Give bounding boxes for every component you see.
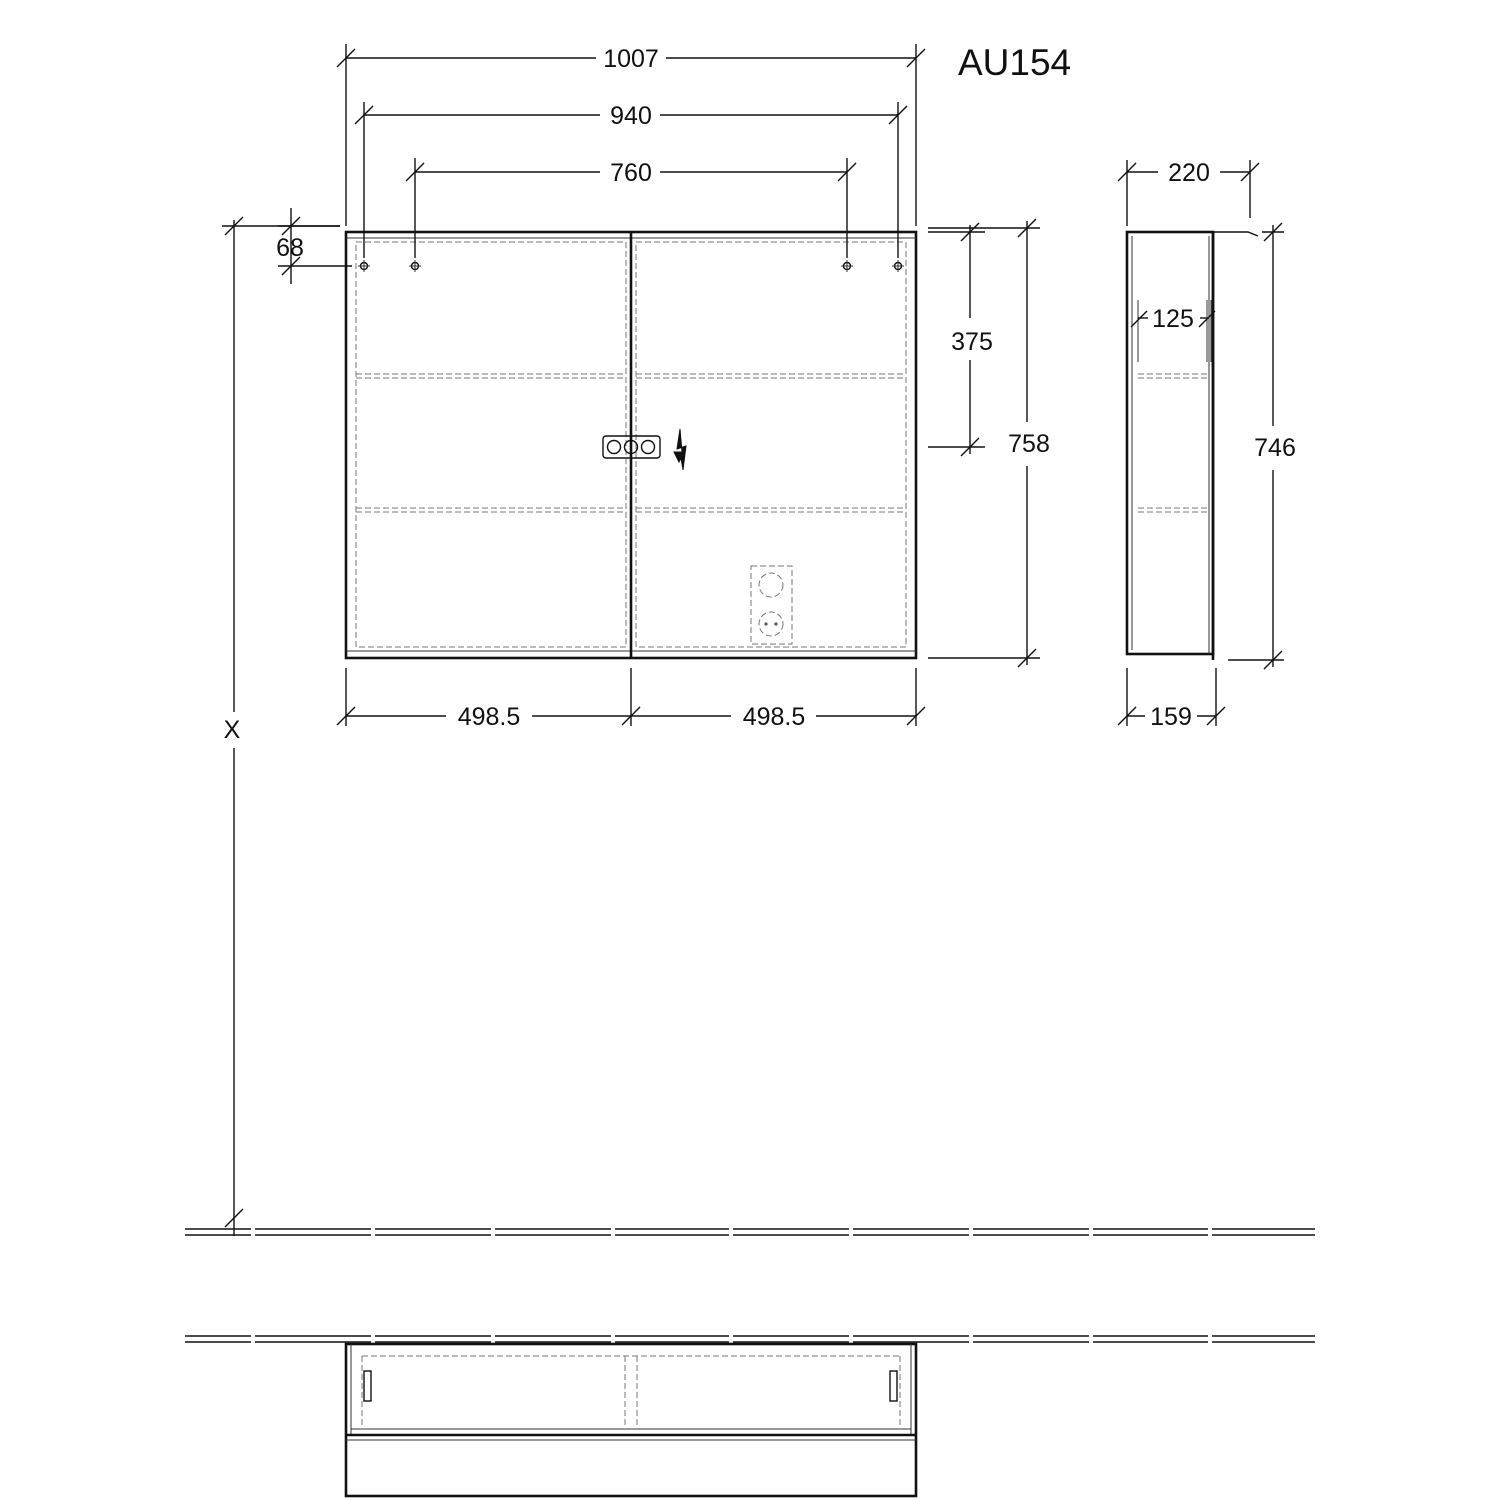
power-outlet-icon bbox=[751, 566, 792, 644]
overall-width-label: 1007 bbox=[603, 45, 659, 73]
hole-spacing-label: 760 bbox=[610, 159, 652, 187]
floor-line bbox=[185, 1229, 1315, 1235]
body-depth-label: 159 bbox=[1150, 703, 1192, 731]
dim-front-height bbox=[928, 219, 1050, 667]
side-depth-label: 220 bbox=[1168, 159, 1210, 187]
shelf-depth-label: 125 bbox=[1152, 305, 1194, 333]
door-right-label: 498.5 bbox=[742, 703, 806, 731]
plan-view bbox=[346, 1344, 916, 1496]
side-height-label: 746 bbox=[1254, 434, 1296, 462]
dim-side-height bbox=[1228, 223, 1296, 669]
inner-width-label: 940 bbox=[610, 102, 652, 130]
dim-side-depth bbox=[1118, 159, 1259, 226]
door-left-label: 498.5 bbox=[457, 703, 521, 731]
socket-height-label: 375 bbox=[951, 328, 993, 356]
front-height-label: 758 bbox=[1008, 430, 1050, 458]
top-offset-label: 68 bbox=[276, 234, 304, 262]
front-view bbox=[346, 232, 916, 658]
dim-door-widths bbox=[337, 668, 925, 731]
mount-height-label: X bbox=[223, 716, 241, 744]
dim-overall-width bbox=[337, 44, 925, 226]
dim-shelf-depth bbox=[1131, 305, 1215, 333]
model-title: AU154 bbox=[958, 42, 1072, 83]
lightning-bolt-icon bbox=[674, 429, 686, 470]
dim-socket-height bbox=[928, 223, 993, 456]
side-view bbox=[1127, 232, 1258, 660]
dim-body-depth bbox=[1118, 668, 1225, 731]
hinge-left bbox=[364, 1371, 371, 1401]
dim-top-offset bbox=[276, 208, 352, 284]
hinge-right bbox=[890, 1371, 897, 1401]
plan-wall-line bbox=[185, 1336, 1315, 1342]
dim-mount-height bbox=[222, 217, 340, 1236]
